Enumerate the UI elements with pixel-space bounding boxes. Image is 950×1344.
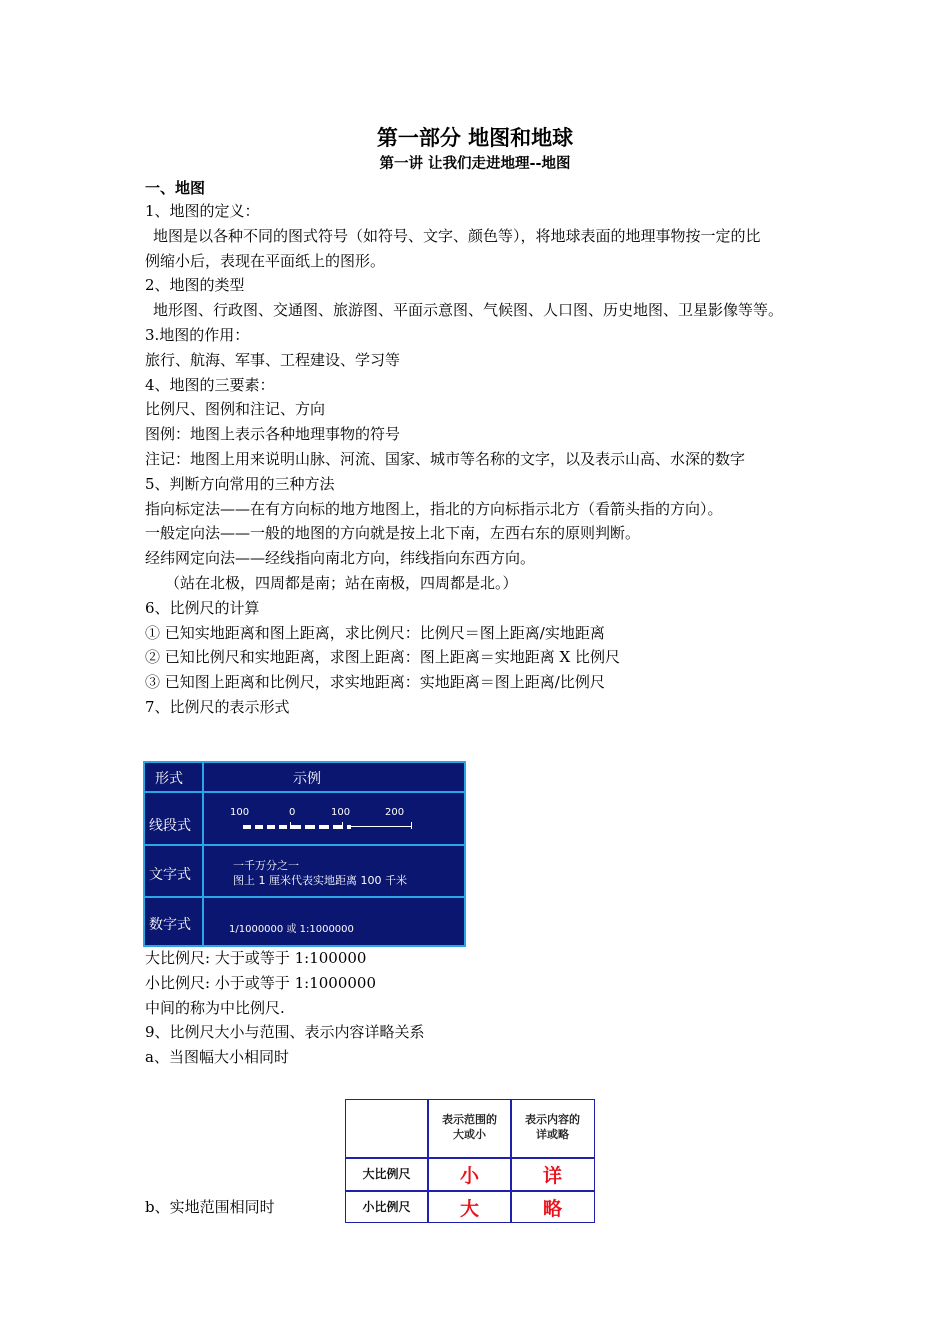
- text-line: 1、地图的定义：: [145, 202, 260, 220]
- divider: [145, 844, 464, 846]
- col-header-range-line1: 表示范围的: [442, 1113, 497, 1126]
- divider: [346, 1157, 594, 1159]
- header-example: 示例: [293, 771, 321, 787]
- text-line: 比例尺、图例和注记、方向: [145, 400, 326, 419]
- text-line: 指向标定法——在有方向标的地方地图上，指北的方向标指示北方（看箭头指的方向）。: [145, 499, 723, 518]
- text-line: 图例：地图上表示各种地理事物的符号: [145, 425, 401, 444]
- row-label-small-scale: 小比例尺: [362, 1200, 411, 1214]
- scale-tick: [342, 822, 343, 829]
- text-line: 注记：地图上用来说明山脉、河流、国家、城市等名称的文字，以及表示山高、水深的数字: [145, 449, 746, 468]
- text-line: ③ 已知图上距离和比例尺，求实地距离：实地距离＝图上距离/比例尺: [145, 673, 605, 692]
- text-line: 一般定向法——一般的地图的方向就是按上北下南，左西右东的原则判断。: [145, 524, 641, 543]
- text-line: （站在北极，四周都是南；站在南极，四周都是北。）: [165, 573, 518, 592]
- tick-label: 0: [289, 807, 296, 818]
- text-line: 3.地图的作用：: [145, 325, 250, 344]
- scale-tick: [411, 822, 412, 829]
- numeric-scale-example: 1/1000000 或 1:1000000: [229, 924, 354, 935]
- cell-detail-large: 详: [542, 1165, 562, 1187]
- text-line: 中间的称为中比例尺.: [145, 998, 285, 1017]
- text-line: 旅行、航海、军事、工程建设、学习等: [145, 350, 401, 369]
- text-line: 小比例尺: 小于或等于 1:1000000: [145, 973, 376, 992]
- row-label-large-scale: 大比例尺: [362, 1167, 411, 1181]
- tick-label: 100: [331, 807, 351, 818]
- scale-relation-table: [345, 1099, 595, 1223]
- text-line: 4、地图的三要素：: [145, 375, 275, 394]
- header-form: 形式: [155, 771, 183, 787]
- cell-range-small: 大: [459, 1198, 479, 1220]
- row-label-line-scale: 线段式: [149, 818, 191, 834]
- divider: [145, 896, 464, 898]
- text-line: 例缩小后，表现在平面纸上的图形。: [145, 251, 386, 270]
- tick-label: 200: [385, 807, 405, 818]
- text-line: 6、比例尺的计算: [145, 598, 260, 617]
- text-line: 经纬网定向法——经线指向南北方向，纬线指向东西方向。: [145, 549, 536, 568]
- col-header-range-line2: 大或小: [453, 1128, 486, 1141]
- text-line: 9、比例尺大小与范围、表示内容详略关系: [145, 1023, 425, 1042]
- scale-forms-figure: [143, 761, 466, 947]
- scale-tick: [290, 822, 291, 829]
- page-subtitle: 第一讲 让我们走进地理--地图: [379, 156, 571, 172]
- text-scale-line2: 图上 1 厘米代表实地距离 100 千米: [233, 874, 407, 887]
- text-line: 地图是以各种不同的图式符号（如符号、文字、颜色等），将地球表面的地理事物按一定的比: [153, 226, 761, 245]
- text-line: b、实地范围相同时: [145, 1198, 275, 1216]
- text-line: 大比例尺: 大于或等于 1:100000: [145, 949, 367, 967]
- scale-line: [351, 826, 411, 827]
- text-line: a、当图幅大小相同时: [145, 1048, 289, 1067]
- text-line: 5、判断方向常用的三种方法: [145, 474, 335, 493]
- cell-range-large: 小: [459, 1165, 479, 1187]
- body-text-2: [145, 946, 825, 1070]
- text-line: ② 已知比例尺和实地距离，求图上距离：图上距离＝实地距离 X 比例尺: [145, 648, 620, 667]
- col-header-detail-line1: 表示内容的: [525, 1113, 580, 1126]
- divider: [145, 791, 464, 793]
- text-scale-line1: 一千万分之一: [233, 859, 299, 872]
- col-header-detail: [512, 1112, 593, 1142]
- col-header-detail-line2: 详或略: [536, 1128, 569, 1141]
- text-line: 2、地图的类型: [145, 276, 245, 295]
- row-label-numeric-scale: 数字式: [149, 917, 191, 933]
- section-heading: 一、地图: [145, 179, 206, 197]
- page-title: 第一部分 地图和地球: [376, 126, 574, 150]
- cell-detail-small: 略: [542, 1198, 562, 1220]
- divider: [346, 1190, 594, 1192]
- text-line: ① 已知实地距离和图上距离，求比例尺：比例尺＝图上距离/实地距离: [145, 623, 605, 642]
- body-text: [145, 199, 825, 720]
- text-line: 地形图、行政图、交通图、旅游图、平面示意图、气候图、人口图、历史地图、卫星影像等等。: [153, 301, 784, 320]
- row-label-text-scale: 文字式: [149, 867, 191, 883]
- scale-bar: [243, 825, 351, 829]
- tick-label: 100: [230, 807, 250, 818]
- col-header-range: [429, 1112, 510, 1142]
- text-line: 7、比例尺的表示形式: [145, 697, 290, 716]
